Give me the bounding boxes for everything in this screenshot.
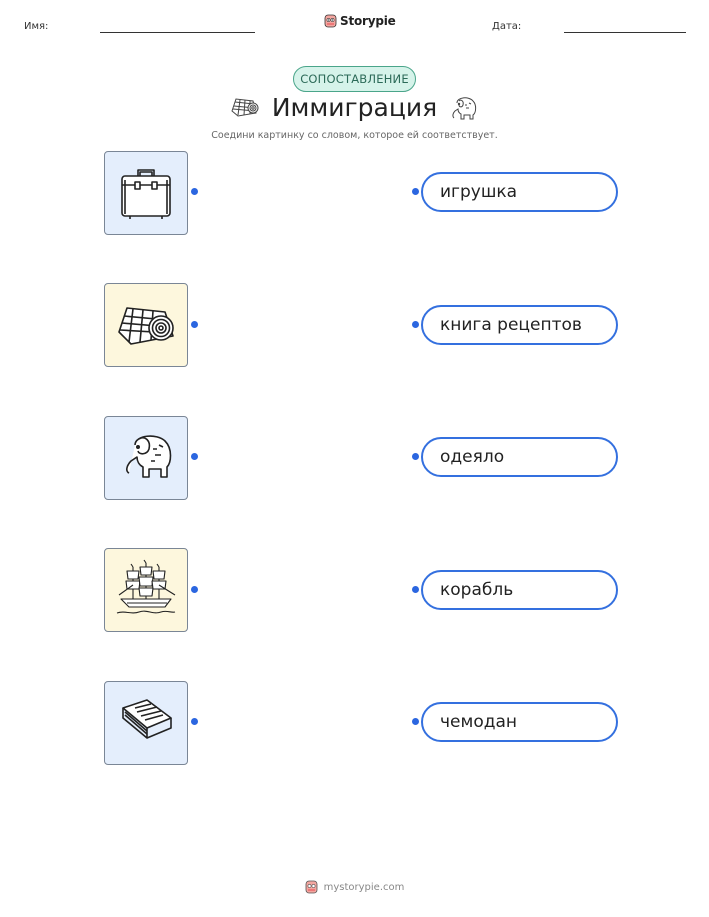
sailing-ship-icon xyxy=(111,555,181,625)
right-connector-dot-4[interactable] xyxy=(412,586,419,593)
right-connector-dot-3[interactable] xyxy=(412,453,419,460)
brand-logo xyxy=(324,13,396,29)
activity-type-badge: СОПОСТАВЛЕНИЕ xyxy=(293,66,416,92)
picture-card-2[interactable] xyxy=(104,283,188,367)
word-option-3[interactable]: одеяло xyxy=(421,437,618,477)
right-connector-dot-5[interactable] xyxy=(412,718,419,725)
brand-name: Storypie xyxy=(340,14,396,28)
right-connector-dot-2[interactable] xyxy=(412,321,419,328)
left-connector-dot-4[interactable] xyxy=(191,586,198,593)
instructions: Соедини картинку со словом, которое ей соответствует. xyxy=(211,130,498,141)
storypie-mascot-icon xyxy=(305,879,318,895)
word-option-1[interactable]: игрушка xyxy=(421,172,618,212)
word-option-2[interactable]: книга рецептов xyxy=(421,305,618,345)
date-line[interactable] xyxy=(564,32,686,33)
picture-card-1[interactable] xyxy=(104,151,188,235)
left-connector-dot-2[interactable] xyxy=(191,321,198,328)
page-title: Иммиграция xyxy=(271,93,438,122)
storypie-mascot-icon xyxy=(324,13,337,29)
name-line[interactable] xyxy=(100,32,255,33)
picture-card-3[interactable] xyxy=(104,416,188,500)
footer xyxy=(0,879,709,895)
word-option-4[interactable]: корабль xyxy=(421,570,618,610)
picture-card-5[interactable] xyxy=(104,681,188,765)
left-connector-dot-1[interactable] xyxy=(191,188,198,195)
book-icon xyxy=(111,688,181,758)
left-connector-dot-3[interactable] xyxy=(191,453,198,460)
rolled-blanket-icon xyxy=(111,290,181,360)
picture-card-4[interactable] xyxy=(104,548,188,632)
elephant-icon xyxy=(449,93,479,121)
right-connector-dot-1[interactable] xyxy=(412,188,419,195)
elephant-toy-icon xyxy=(111,423,181,493)
footer-url[interactable]: mystorypie.com xyxy=(323,881,405,893)
name-label: Имя: xyxy=(24,21,49,32)
date-label: Дата: xyxy=(492,21,522,32)
suitcase-icon xyxy=(111,158,181,228)
word-option-5[interactable]: чемодан xyxy=(421,702,618,742)
left-connector-dot-5[interactable] xyxy=(191,718,198,725)
